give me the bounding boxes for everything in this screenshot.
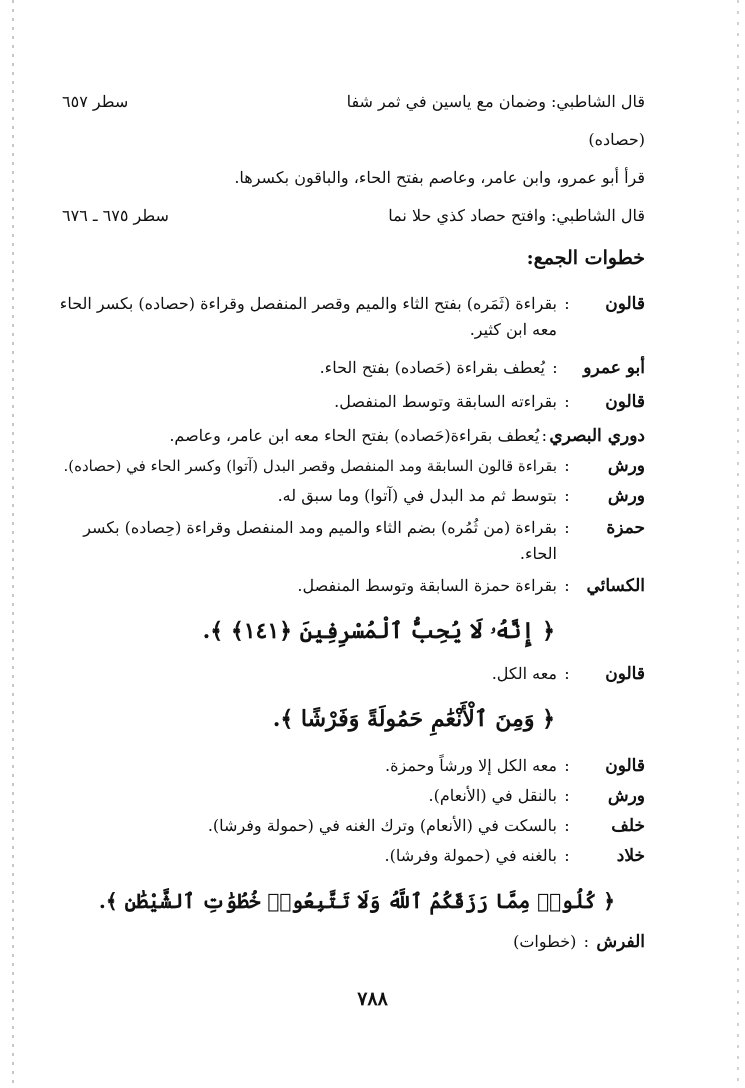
step-text-continuation: معه ابن كثير. xyxy=(469,320,557,339)
separator: : xyxy=(564,756,570,775)
reader-name: أبو عمرو xyxy=(583,358,645,378)
line-reference-2: سطر ٦٧٥ ـ ٦٧٦ xyxy=(62,206,169,225)
reader-name: ورش xyxy=(607,786,645,806)
separator: : xyxy=(583,932,590,951)
step-text: يُعطف بقراءة(حَصاده) بفتح الحاء معه ابن عامر، وعاصم. xyxy=(169,426,540,445)
reader-name: خلف xyxy=(611,816,645,836)
step-text-continuation: الحاء. xyxy=(519,544,557,563)
reader-name: دوري البصري xyxy=(549,426,645,446)
page-number: ٧٨٨ xyxy=(357,988,388,1010)
separator: : xyxy=(564,576,570,595)
step-row xyxy=(60,814,645,838)
step-text: بقراءة قالون السابقة ومد المنفصل وقصر البدل (آتوا) وكسر الحاء في (حصاده). xyxy=(63,457,557,475)
reader-name: قالون xyxy=(605,294,645,314)
separator: : xyxy=(564,816,570,835)
quran-verse-3: ﴿ كُلُوا۟ مِمَّا رَزَقَكُمُ ٱللَّهُ وَلَا تَتَّبِعُوا۟ خُطُوَٰتِ ٱلشَّيْطَٰنِ ﴾. xyxy=(98,889,615,913)
shatibi-quote-2: قال الشاطبي: وافتح حصاد كذي حلا نما xyxy=(388,206,645,225)
separator: : xyxy=(564,518,570,537)
shatibi-quote-1: قال الشاطبي: وضمان مع ياسين في ثمر شفا xyxy=(346,92,645,111)
separator: : xyxy=(564,456,570,475)
separator: : xyxy=(552,358,558,377)
step-text: بالغنه في (حمولة وفرشا). xyxy=(384,846,557,865)
qiraat-note: قرأ أبو عمرو، وابن عامر، وعاصم بفتح الحاء، والباقون بكسرها. xyxy=(234,168,645,187)
step-row xyxy=(50,516,645,540)
step-text: بقراءته السابقة وتوسط المنفصل. xyxy=(334,392,557,411)
step-row xyxy=(50,292,645,316)
separator: : xyxy=(564,486,570,505)
word-heading: (حصاده) xyxy=(588,130,645,149)
step-row xyxy=(60,754,645,778)
reader-name: خلاد xyxy=(616,846,645,866)
step-row xyxy=(60,356,645,380)
scan-edge-left xyxy=(12,0,14,1088)
reader-name: الكسائي xyxy=(586,576,645,596)
separator: : xyxy=(541,426,547,445)
separator: : xyxy=(564,664,570,683)
step-row xyxy=(60,574,645,598)
section-heading: خطوات الجمع: xyxy=(526,247,645,269)
step-row xyxy=(60,844,645,868)
step-row xyxy=(60,424,645,448)
quran-verse-1: ﴿ إِنَّهُۥ لَا يُحِبُّ ٱلْمُسْرِفِينَ ﴿١٤١﴾ ﴾. xyxy=(202,618,555,644)
separator: : xyxy=(564,786,570,805)
step-text: بقراءة (ثَمَره) بفتح الثاء والميم وقصر المنفصل وقراءة (حصاده) بكسر الحاء xyxy=(59,294,557,313)
step-text: يُعطف بقراءة (حَصاده) بفتح الحاء. xyxy=(319,358,545,377)
separator: : xyxy=(564,392,570,411)
separator: : xyxy=(564,846,570,865)
step-text: معه الكل إلا ورشاً وحمزة. xyxy=(385,756,557,775)
reader-name: قالون xyxy=(605,756,645,776)
farsh-text: (خطوات) xyxy=(513,932,577,951)
step-text: معه الكل. xyxy=(491,664,557,683)
reader-name: ورش xyxy=(607,456,645,476)
step-row xyxy=(60,662,645,686)
reader-name: حمزة xyxy=(606,518,645,538)
step-text: بقراءة حمزة السابقة وتوسط المنفصل. xyxy=(297,576,557,595)
line-reference-1: سطر ٦٥٧ xyxy=(62,92,129,111)
farsh-label: الفرش xyxy=(596,932,645,952)
step-row xyxy=(60,784,645,808)
reader-name: ورش xyxy=(607,486,645,506)
reader-name: قالون xyxy=(605,392,645,412)
scan-edge-right xyxy=(737,0,739,1088)
step-row xyxy=(60,454,645,478)
separator: : xyxy=(564,294,570,313)
step-text: بتوسط ثم مد البدل في (آتوا) وما سبق له. xyxy=(277,486,557,505)
reader-name: قالون xyxy=(605,664,645,684)
step-text: بالنقل في (الأنعام). xyxy=(428,786,557,805)
farsh-row xyxy=(60,930,645,954)
quran-verse-2: ﴿ وَمِنَ ٱلْأَنْعَٰمِ حَمُولَةً وَفَرْشًا ﴾. xyxy=(272,706,555,732)
step-row xyxy=(60,484,645,508)
step-row xyxy=(60,390,645,414)
step-text: بالسكت في (الأنعام) وترك الغنه في (حمولة وفرشا). xyxy=(207,816,557,835)
step-text: بقراءة (من ثُمُره) بضم الثاء والميم ومد المنفصل وقراءة (حِصاده) بكسر xyxy=(83,518,557,537)
